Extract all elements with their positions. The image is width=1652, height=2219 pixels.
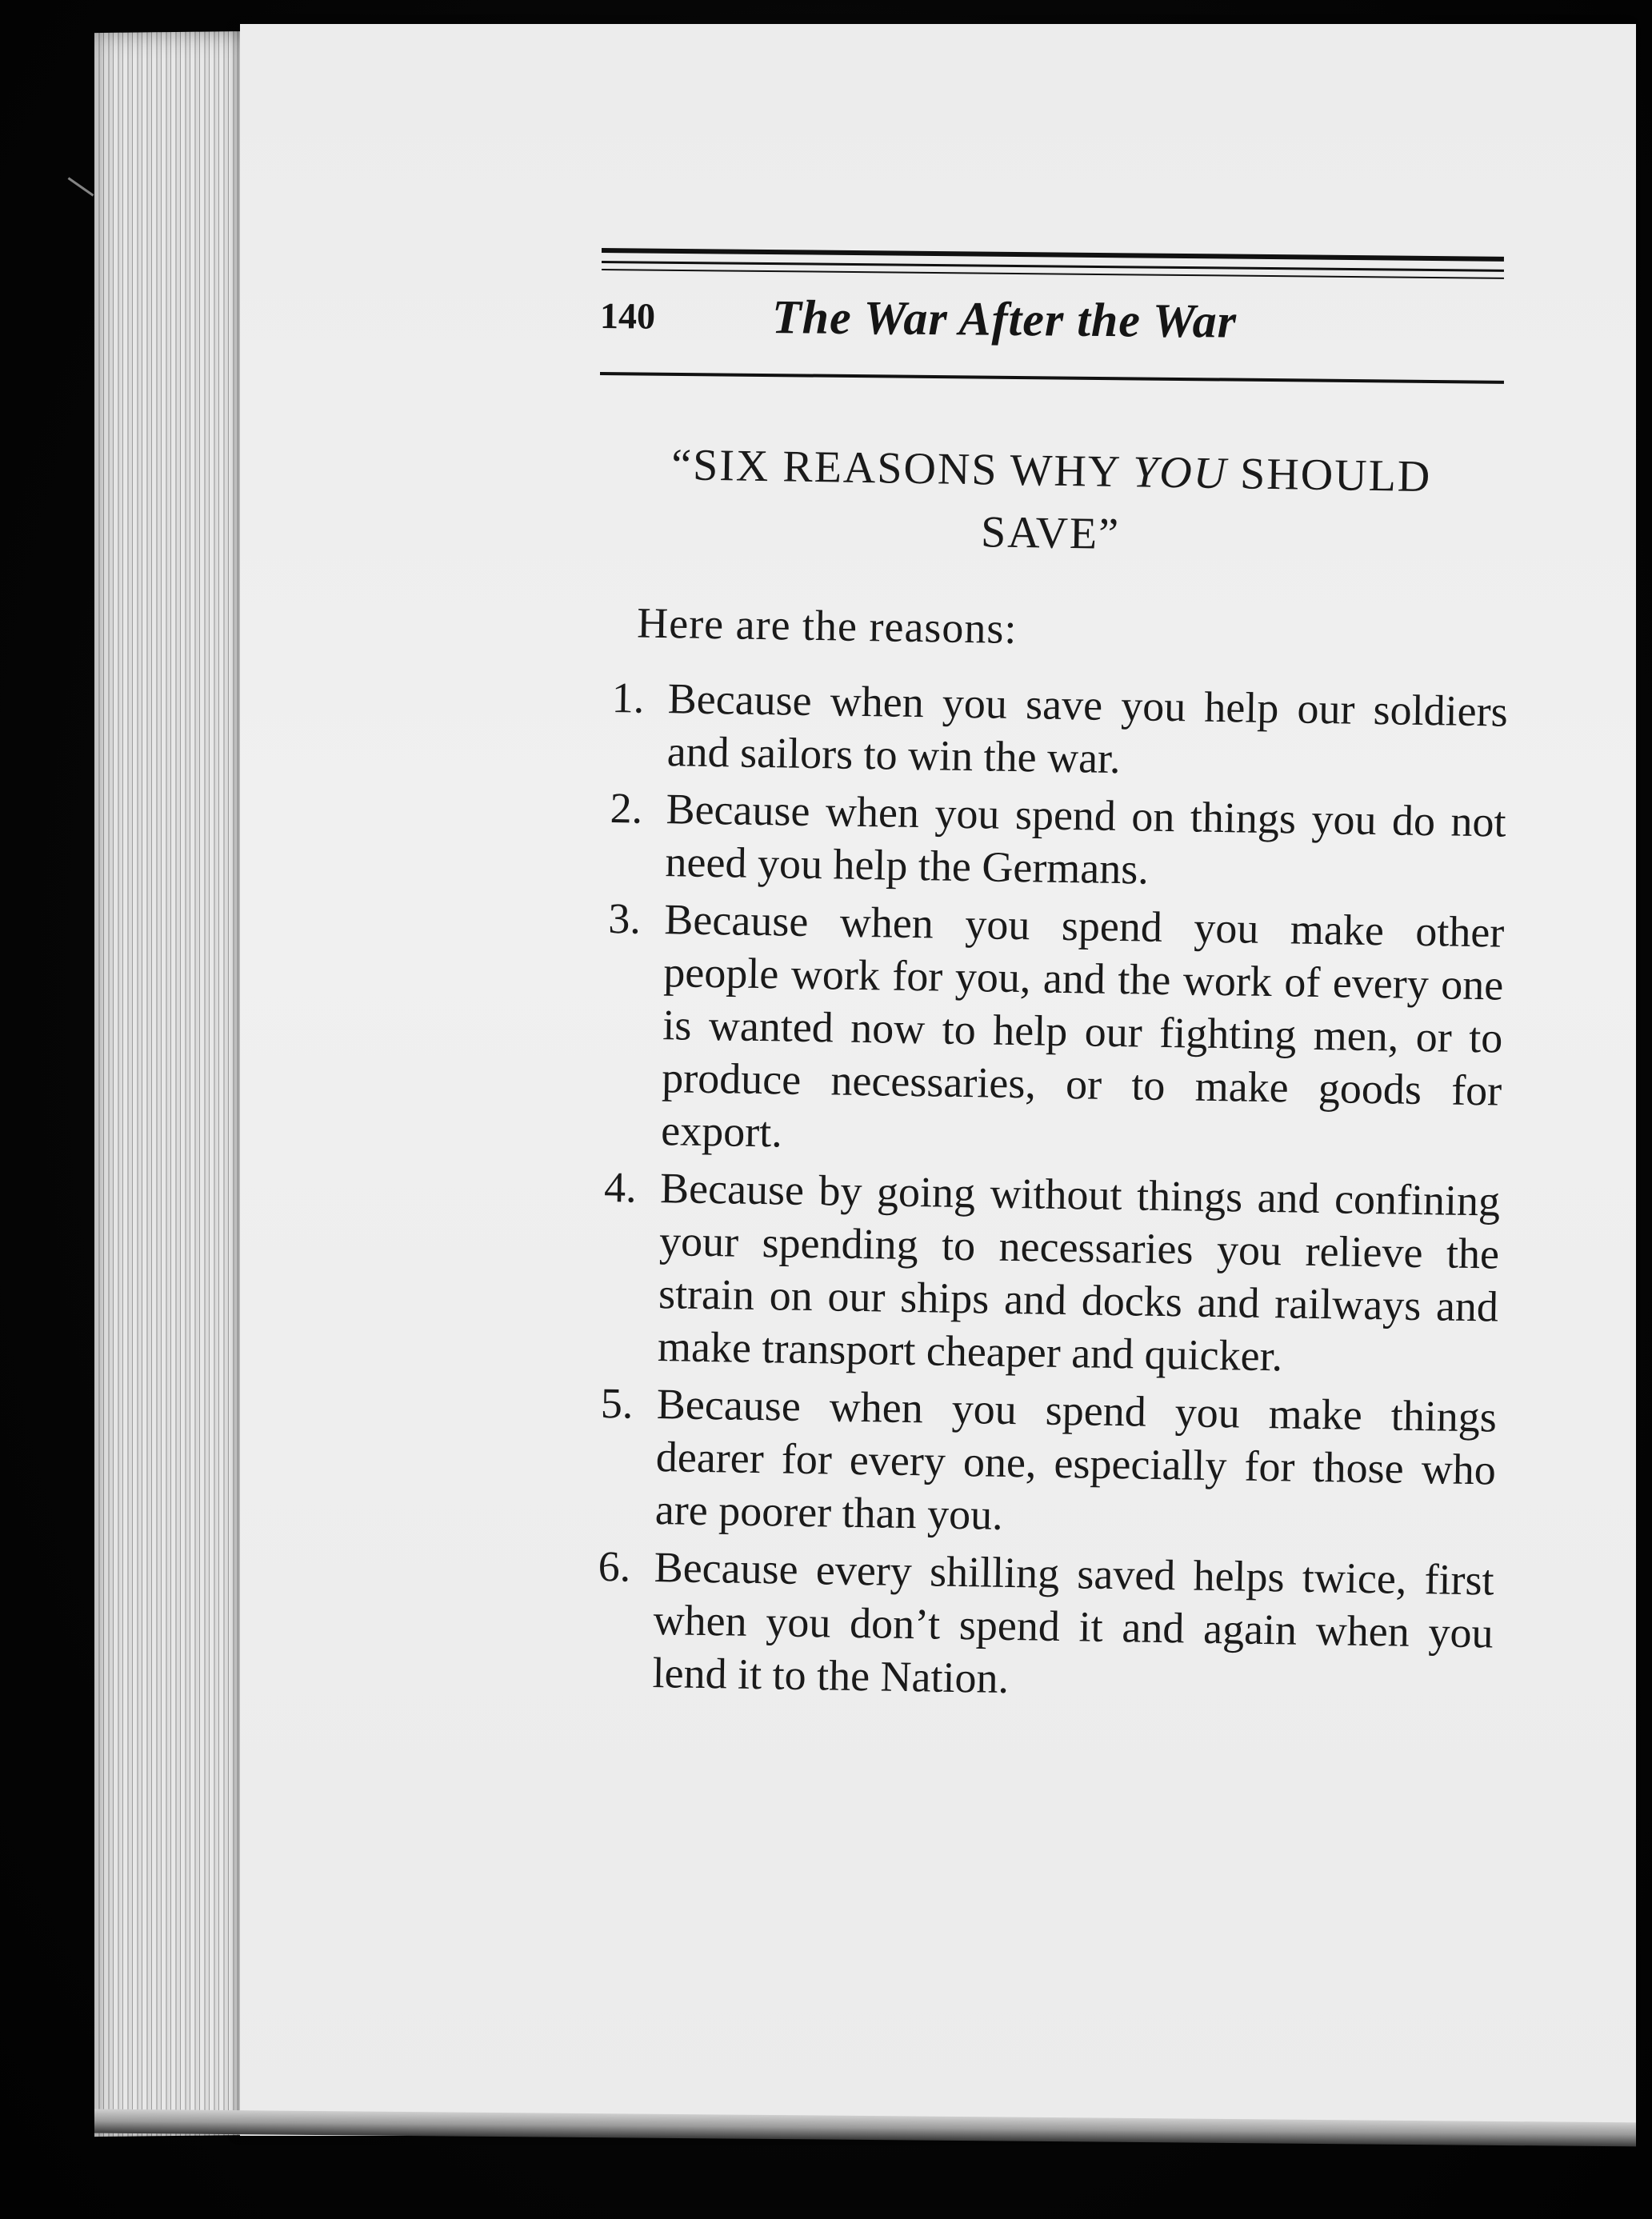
reason-item [546,1160,1501,1386]
section-heading [598,433,1504,572]
reason-number: 2. [610,784,643,833]
reason-item [549,891,1505,1170]
heading-suffix: SHOULD SAVE” [980,449,1432,560]
reasons-list [540,670,1509,1712]
reason-text: Because every shilling saved helps twice, first when you don’t spend it and again when you lend it to the Nation. [652,1543,1495,1703]
reason-item [553,781,1506,902]
reason-item [554,670,1508,791]
reason-item [540,1539,1494,1713]
reason-text: Because when you spend you make things dearer for every one, especially for those who are poorer than you. [654,1380,1498,1539]
reason-text: Because when you save you help our soldiers and sailors to win the war. [666,674,1509,783]
page-number: 140 [599,295,656,337]
intro-text: Here are the reasons: [636,598,1018,654]
page-content [540,432,1509,1717]
heading-prefix: “SIX REASONS WHY [670,440,1134,498]
reason-number: 4. [603,1162,638,1212]
reason-text: Because by going without things and confining your spending to necessaries you relieve the strain on our ships and docks and railways and make transport cheaper and quicker. [657,1164,1501,1381]
reason-number: 6. [598,1541,631,1591]
page-edges [94,31,262,2137]
heading-emphasis: YOU [1132,447,1228,499]
scan-artifact [68,177,94,196]
running-title: The War After the War [771,290,1238,348]
reason-number: 1. [611,674,645,722]
reason-item [542,1376,1497,1549]
reason-number: 3. [607,894,642,943]
reason-text: Because when you spend on things you do not need you help the Germans. [665,785,1506,894]
reason-number: 5. [600,1378,634,1428]
running-head [600,288,1505,361]
reason-text: Because when you spend you make other people work for you, and the work of every one is wanted now to help our fighting men, or to produce necessaries, or to make goods for export. [660,895,1505,1157]
